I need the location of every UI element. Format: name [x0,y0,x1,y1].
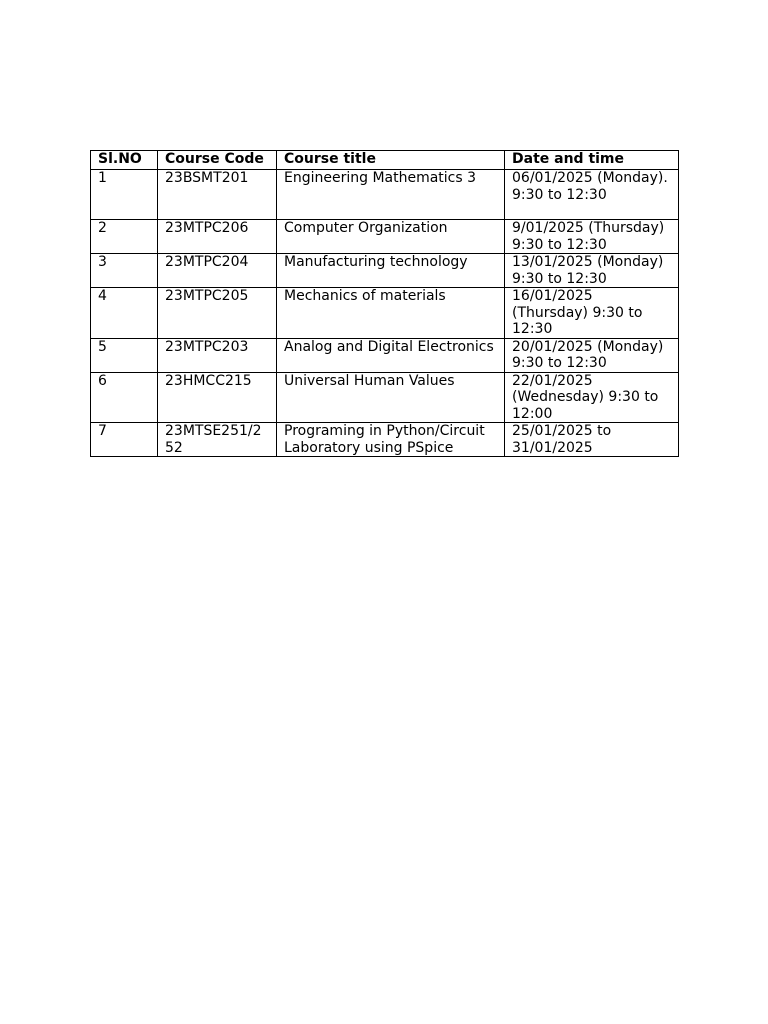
cell-course-title: Manufacturing technology [277,254,505,288]
cell-date-and-time: 9/01/2025 (Thursday) 9:30 to 12:30 [505,220,679,254]
table-body [91,170,679,457]
cell-sl-no: 2 [91,220,158,254]
table-row [91,338,679,372]
cell-sl-no: 4 [91,288,158,339]
cell-course-title: Analog and Digital Electronics [277,338,505,372]
cell-date-and-time: 20/01/2025 (Monday) 9:30 to 12:30 [505,338,679,372]
table-row [91,170,679,220]
cell-course-title: Computer Organization [277,220,505,254]
exam-schedule-table [90,150,679,457]
table-header [91,151,679,170]
table-row [91,220,679,254]
cell-course-code: 23MTPC206 [158,220,277,254]
table-row [91,254,679,288]
cell-course-code: 23BSMT201 [158,170,277,220]
cell-date-and-time: 22/01/2025 (Wednesday) 9:30 to 12:00 [505,372,679,423]
header-course-title: Course title [277,151,505,170]
cell-course-title: Engineering Mathematics 3 [277,170,505,220]
cell-course-title: Mechanics of materials [277,288,505,339]
cell-sl-no: 3 [91,254,158,288]
cell-date-and-time: 25/01/2025 to 31/01/2025 [505,423,679,457]
cell-course-code: 23MTSE251/252 [158,423,277,457]
cell-course-title: Universal Human Values [277,372,505,423]
header-sl-no: Sl.NO [91,151,158,170]
cell-sl-no: 1 [91,170,158,220]
cell-course-title: Programing in Python/Circuit Laboratory using PSpice [277,423,505,457]
cell-course-code: 23MTPC204 [158,254,277,288]
cell-date-and-time: 06/01/2025 (Monday). 9:30 to 12:30 [505,170,679,220]
header-course-code: Course Code [158,151,277,170]
cell-course-code: 23HMCC215 [158,372,277,423]
header-row [91,151,679,170]
cell-sl-no: 6 [91,372,158,423]
cell-date-and-time: 16/01/2025 (Thursday) 9:30 to 12:30 [505,288,679,339]
cell-sl-no: 7 [91,423,158,457]
cell-course-code: 23MTPC205 [158,288,277,339]
table-row [91,372,679,423]
cell-sl-no: 5 [91,338,158,372]
cell-course-code: 23MTPC203 [158,338,277,372]
header-date-and-time: Date and time [505,151,679,170]
table-row [91,288,679,339]
cell-date-and-time: 13/01/2025 (Monday) 9:30 to 12:30 [505,254,679,288]
table-row [91,423,679,457]
